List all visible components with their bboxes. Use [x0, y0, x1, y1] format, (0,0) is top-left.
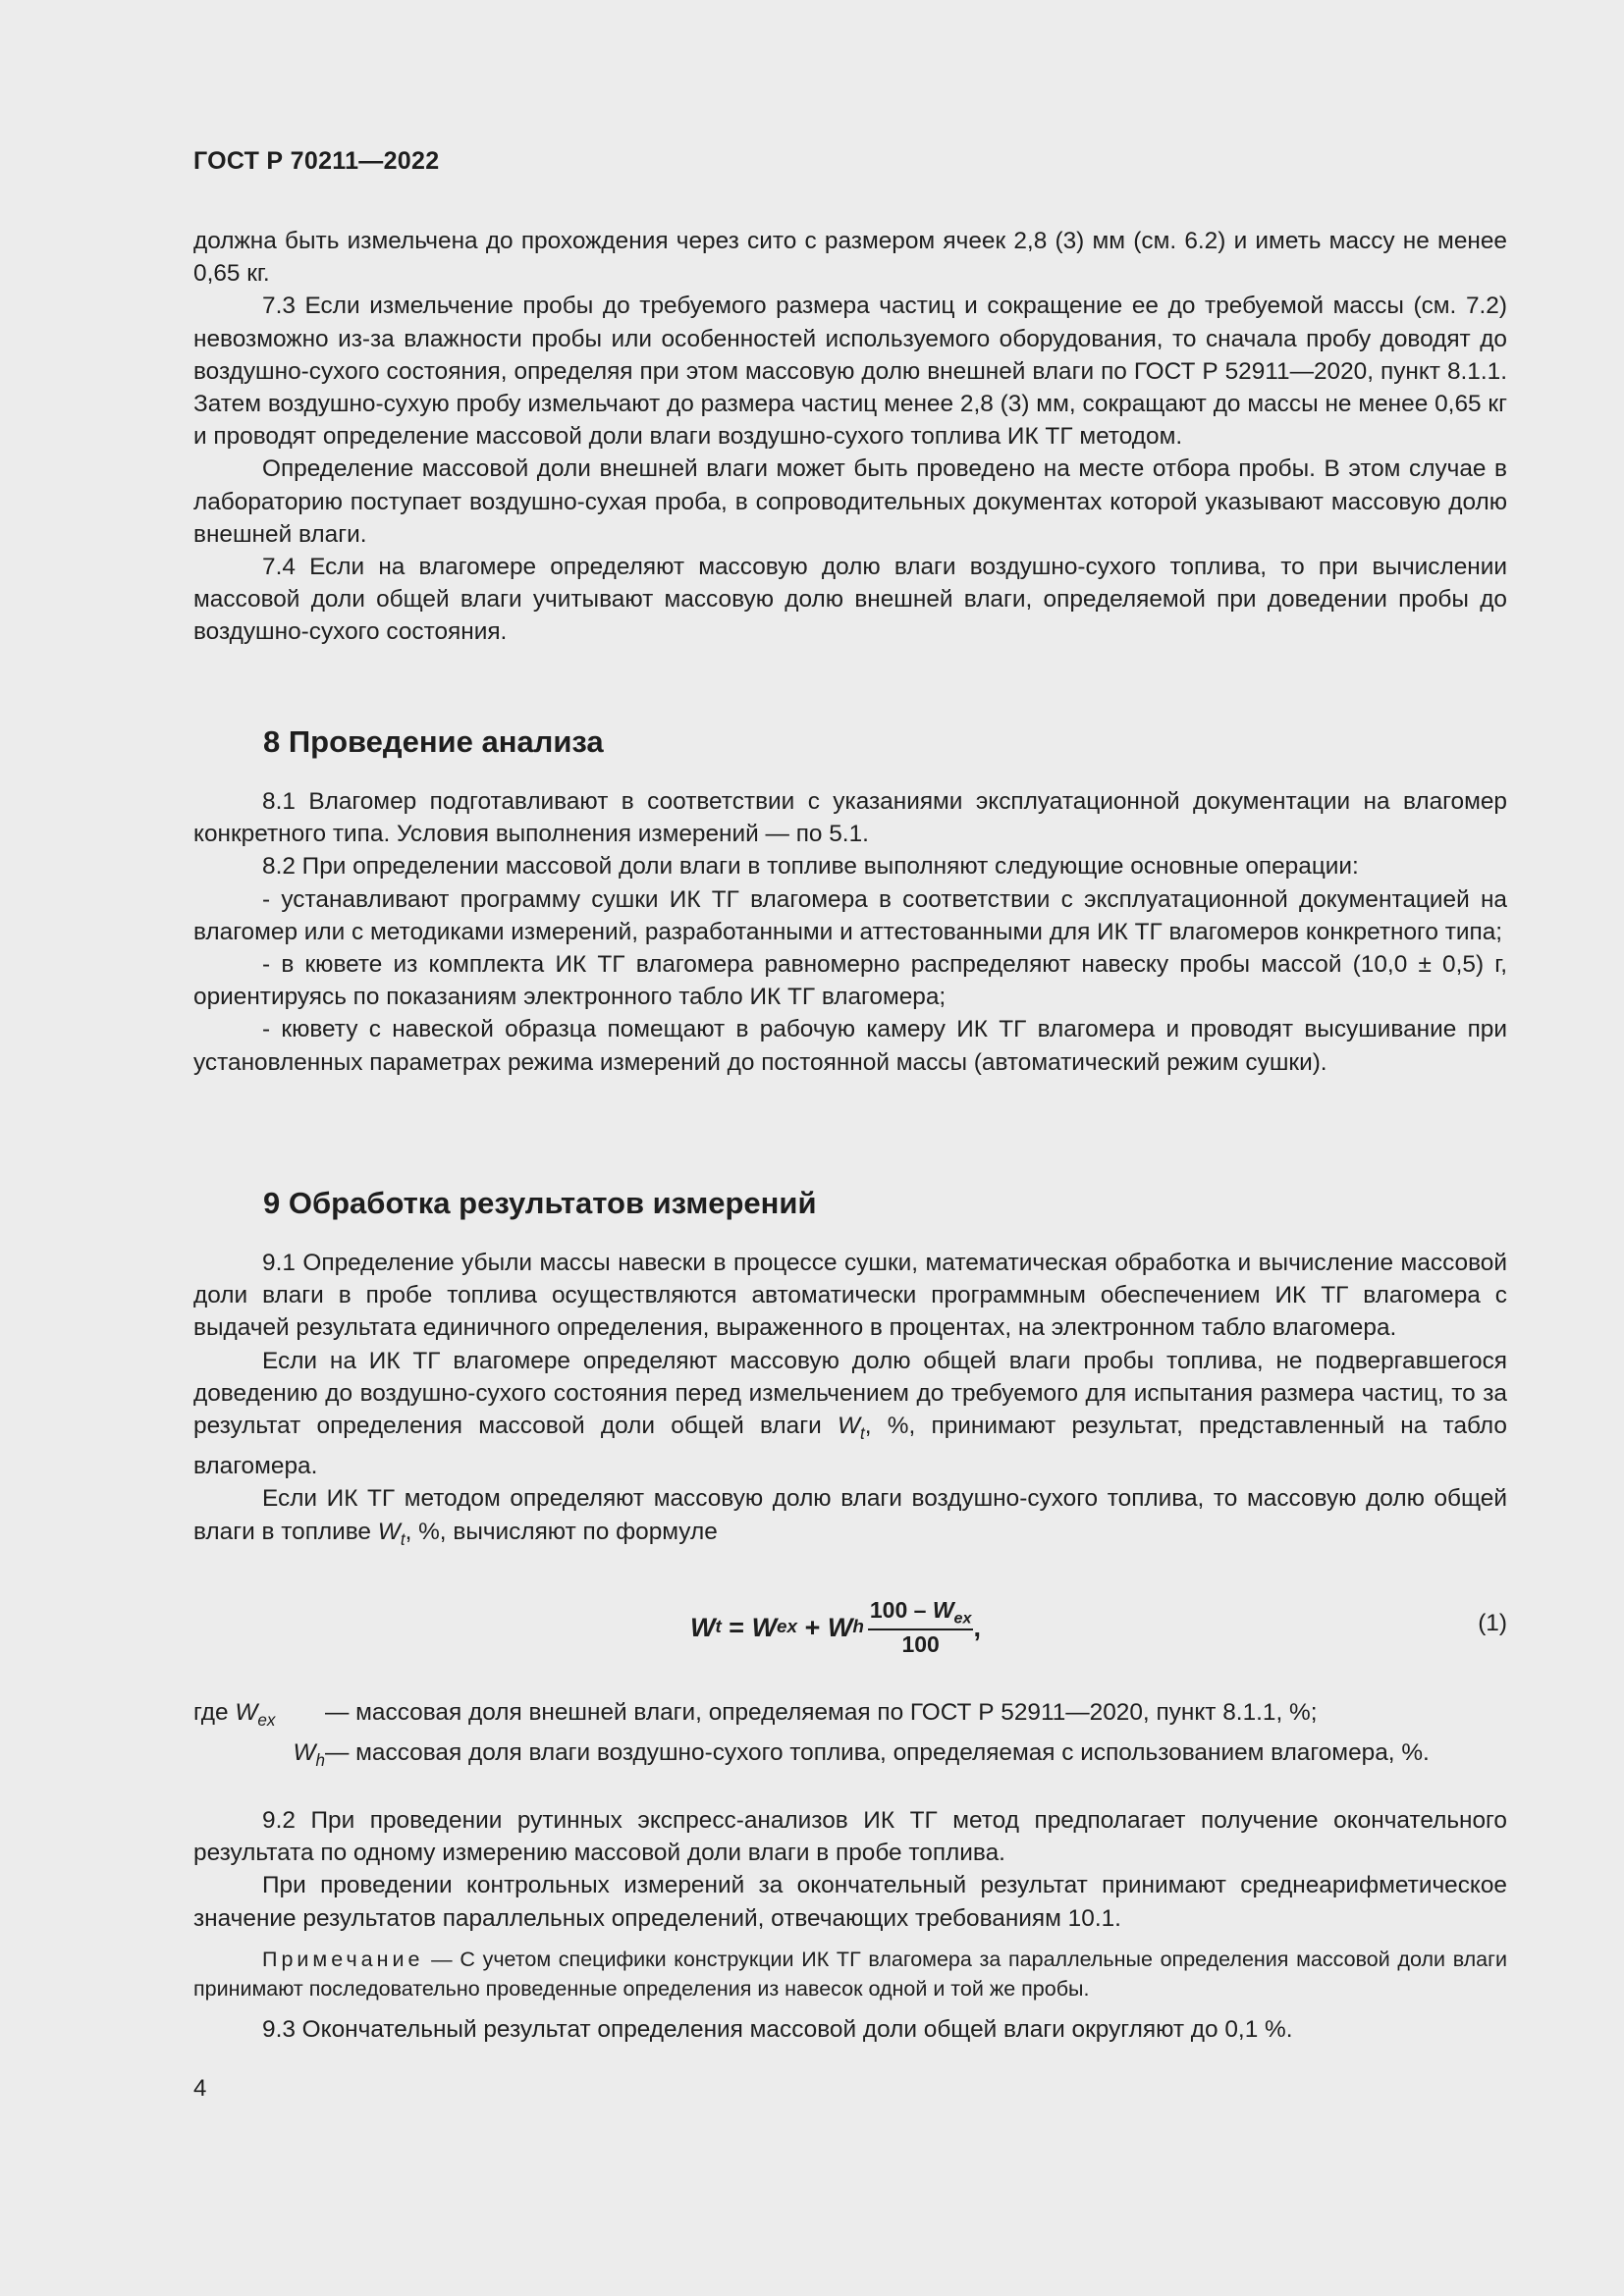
paragraph: должна быть измельчена до прохождения через сито с размером ячеек 2,8 (3) мм (см. 6.2) и иметь массу не менее 0,65 кг.: [193, 228, 1507, 288]
paragraph: Если ИК ТГ методом определяют массовую долю влаги воздушно-сухого топлива, то массовую долю общей влаги в топливе $W_t$, %, вычисляют по формуле: [193, 1485, 1507, 1549]
paragraph-7-3: 7.3 Если измельчение пробы до требуемого размера частиц и сокращение ее до требуемой массы (см. 7.2) невозможно из-за влажности пробы или особенностей используемого оборудования, то сначала пробу доводят до воздушно-сухого состояния, определяя при этом массовую долю внешней влаги по ГОСТ Р 52911—2020, пункт 8.1.1. Затем воздушно-сухую пробу измельчают до размера частиц менее 2,8 (3) мм, сокращают до массы не менее 0,65 кг и проводят определение массовой доли влаги воздушно-сухого топлива ИК ТГ методом.: [193, 293, 1507, 451]
fraction: $\frac{100 - W_{ex}}{100}$: [869, 1596, 972, 1658]
document-header: ГОСТ Р 70211—2022: [193, 147, 440, 175]
formula-1: W t = W ex + W h $\frac{100 - W_{ex}}{100}$ ,: [690, 1596, 981, 1658]
list-item: - кювету с навеской образца помещают в рабочую камеру ИК ТГ влагомера и проводят высушивание при установленных параметрах режима измерений до постоянной массы (автоматический режим сушки).: [193, 1016, 1507, 1076]
note: Примечание — С учетом специфики конструкции ИК ТГ влагомера за параллельные определения массовой доли влаги принимают последовательно проведенные определения из навесок одной и той же пробы.: [193, 1947, 1507, 2001]
section-9-heading: 9 Обработка результатов измерений: [263, 1186, 817, 1220]
intro-block: [193, 225, 1507, 649]
section-9-body: [193, 1247, 1507, 1556]
section-8-body: [193, 785, 1507, 1079]
paragraph-7-4: 7.4 Если на влагомере определяют массовую долю влаги воздушно-сухого топлива, то при вычислении массовой доли общей влаги учитывают массовую долю внешней влаги, определяемой при доведении пробы до воздушно-сухого состояния.: [193, 554, 1507, 646]
paragraph-9-2: 9.2 При проведении рутинных экспресс-анализов ИК ТГ метод предполагает получение окончательного результата по одному измерению массовой доли влаги в пробе топлива.: [193, 1807, 1507, 1867]
page-number: 4: [193, 2075, 207, 2102]
section-8-heading: 8 Проведение анализа: [263, 724, 604, 759]
symbol-wt: $W_t$: [377, 1518, 406, 1549]
symbol-definitions: [193, 1696, 1507, 1777]
equation-number: (1): [1478, 1610, 1507, 1636]
symbol-wt: $W_t$: [837, 1413, 865, 1443]
paragraph: Если на ИК ТГ влагомере определяют массовую долю общей влаги пробы топлива, не подвергавшегося доведению до воздушно-сухого состояния перед измельчением до требуемого для испытания размера частиц, то за результат определения массовой доли общей влаги $W_t$, %, принимают результат, представленный на табло влагомера.: [193, 1347, 1507, 1480]
paragraph-9-3: 9.3 Окончательный результат определения массовой доли общей влаги округляют до 0,1 %.: [262, 2015, 1293, 2043]
note-label: Примечание: [262, 1947, 424, 1971]
paragraph: Определение массовой доли внешней влаги может быть проведено на месте отбора пробы. В этом случае в лабораторию поступает воздушно-сухая проба, в сопроводительных документах которой указывают массовую долю внешней влаги.: [193, 455, 1507, 548]
list-item: - в кювете из комплекта ИК ТГ влагомера равномерно распределяют навеску пробы массой (10,0 ± 0,5) г, ориентируясь по показаниям электронного табло ИК ТГ влагомера;: [193, 951, 1507, 1011]
formula-row: [193, 1598, 1507, 1657]
definition-row: где $W_{ex}$ — массовая доля внешней влаги, определяемая по ГОСТ Р 52911—2020, пункт 8.1.1, %;: [193, 1699, 1318, 1730]
paragraph: При проведении контрольных измерений за окончательный результат принимают среднеарифметическое значение результатов параллельных определений, отвечающих требованиям 10.1.: [193, 1872, 1507, 1932]
paragraph-8-2: 8.2 При определении массовой доли влаги в топливе выполняют следующие основные операции:: [262, 853, 1359, 881]
paragraph-8-1: 8.1 Влагомер подготавливают в соответствии с указаниями эксплуатационной документации на влагомер конкретного типа. Условия выполнения измерений — по 5.1.: [193, 788, 1507, 848]
section-9-continued: [193, 1804, 1507, 2046]
definition-row: $W_h$ — массовая доля влаги воздушно-сухого топлива, определяемая с использованием влагомера, %.: [293, 1739, 1430, 1770]
list-item: - устанавливают программу сушки ИК ТГ влагомера в соответствии с эксплуатационной документацией на влагомер или с методиками измерений, разработанными и аттестованными для ИК ТГ влагомеров конкретного типа;: [193, 885, 1507, 945]
paragraph-9-1: 9.1 Определение убыли массы навески в процессе сушки, математическая обработка и вычисление массовой доли влаги в пробе топлива осуществляются автоматически программным обеспечением ИК ТГ влагомера с выдачей результата единичного определения, выраженного в процентах, на электронном табло влагомера.: [193, 1250, 1507, 1342]
